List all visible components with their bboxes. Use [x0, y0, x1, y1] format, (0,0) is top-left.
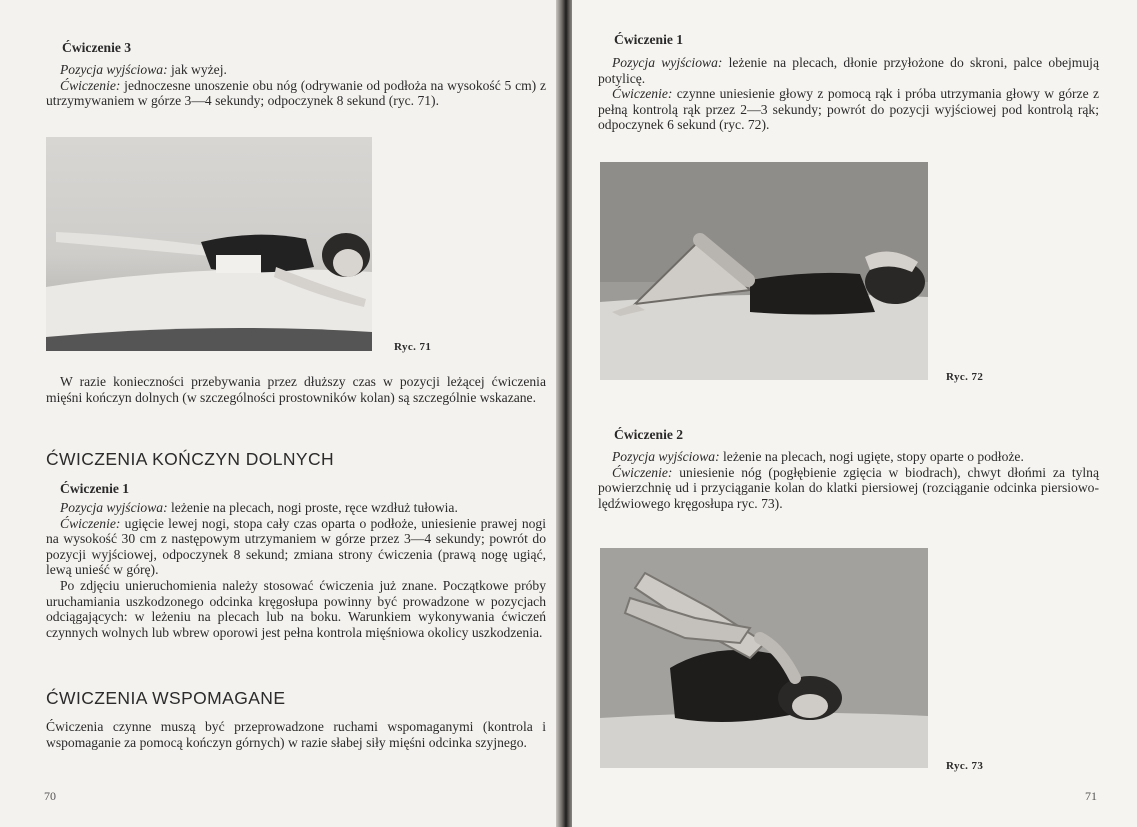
exercise-label: Ćwiczenie: — [612, 86, 673, 102]
page-number-left: 70 — [44, 789, 56, 803]
exercise-1-text — [598, 55, 1099, 133]
figure-72-photo — [600, 162, 928, 380]
starting-position-text: leżenie na plecach, nogi ugięte, stopy oparte o podłoże. — [719, 449, 1024, 464]
starting-position-label: Pozycja wyjściowa: — [60, 62, 168, 77]
starting-position-text: leżenie na plecach, dłonie przyłożone do skroni, palce obejmują potylicę. — [598, 55, 1099, 86]
exercise-3-text — [46, 62, 546, 109]
starting-position-label: Pozycja wyjściowa: — [60, 500, 168, 515]
exercise-3-title: Ćwiczenie 3 — [62, 40, 132, 55]
note-paragraph — [46, 374, 546, 405]
exercise-2-text — [598, 449, 1099, 511]
section-heading-assisted: ĆWICZENIA WSPOMAGANE — [46, 688, 286, 708]
starting-position-text: leżenie na plecach, nogi proste, ręce wzdłuż tułowia. — [167, 500, 458, 515]
right-page — [572, 0, 1137, 827]
exercise-label: Ćwiczenie: — [612, 464, 673, 480]
starting-position-label: Pozycja wyjściowa: — [612, 449, 720, 464]
exercise-text: jednoczesne unoszenie obu nóg (odrywanie od podłoża na wysokość 5 cm) z utrzymywaniem w górze 3—4 sekundy; odpoczynek 8 sekund (ryc. 71). — [46, 77, 546, 109]
exercise-label: Ćwiczenie: — [60, 515, 121, 531]
mobilization-paragraph: Po zdjęciu unieruchomienia należy stosować ćwiczenia już znane. Początkowe próby uruchamiania uszkodzonego odcinka kręgosłupa powinny być prowadzone w pozycjach odciągających: w leżeniu na plecach lub na boku. Warunkiem wykonywania ćwiczeń czynnych wolnych lub wbrew oporowi jest pełna kontrola mięśniowa okolicy uszkodzenia. — [46, 577, 546, 640]
page-number-right: 71 — [1085, 789, 1097, 803]
exercise-text: czynne uniesienie głowy z pomocą rąk i próba utrzymania głowy w górze z pełną kontrolą rąk przez 2—3 sekundy; powrót do pozycji wyjściowej pod kontrolą rąk; odpoczynek 6 sekund (ryc. 72). — [598, 86, 1099, 133]
section-heading-lower-limbs: ĆWICZENIA KOŃCZYN DOLNYCH — [46, 449, 335, 469]
assisted-paragraph-text: Ćwiczenia czynne muszą być przeprowadzone ruchami wspomaganymi (kontrola i wspomaganie za pomocą kończyn górnych) w razie słabej siły mięśni odcinka szyjnego. — [46, 719, 546, 750]
figure-71-caption: Ryc. 71 — [394, 341, 432, 353]
exercise-2-title: Ćwiczenie 2 — [614, 427, 684, 442]
left-page — [0, 0, 560, 827]
exercise-text: uniesienie nóg (pogłębienie zgięcia w biodrach), chwyt dłońmi za tylną powierzchnię ud i przyciąganie kolan do klatki piersiowej (rozciąganie odcinka piersiowo-lędźwiowego kręgosłupa ryc. 73). — [598, 464, 1099, 511]
figure-73-photo — [600, 548, 928, 768]
exercise-label: Ćwiczenie: — [60, 77, 121, 93]
assisted-paragraph — [46, 719, 546, 750]
figure-72-caption: Ryc. 72 — [946, 371, 984, 383]
starting-position-text: jak wyżej. — [167, 62, 227, 77]
note-paragraph-text: W razie konieczności przebywania przez dłuższy czas w pozycji leżącej ćwiczenia mięśni kończyn dolnych (w szczególności prostowników kolan) są szczególnie wskazane. — [46, 374, 546, 405]
exercise-1-text — [46, 500, 546, 640]
starting-position-label: Pozycja wyjściowa: — [612, 55, 723, 70]
exercise-1-title: Ćwiczenie 1 — [60, 481, 130, 496]
exercise-1-title: Ćwiczenie 1 — [614, 32, 684, 47]
figure-71-photo — [46, 137, 372, 351]
exercise-text: ugięcie lewej nogi, stopa cały czas oparta o podłoże, uniesienie prawej nogi na wysokość 30 cm z następowym utrzymaniem w górze przez 3—4 sekundy; powrót do pozycji wyjściowej, odpoczynek 8 sekund; zmiana strony ćwiczenia (prawą nogę ugiąć, lewą unieść w górę). — [46, 515, 546, 578]
figure-73-caption: Ryc. 73 — [946, 760, 984, 772]
